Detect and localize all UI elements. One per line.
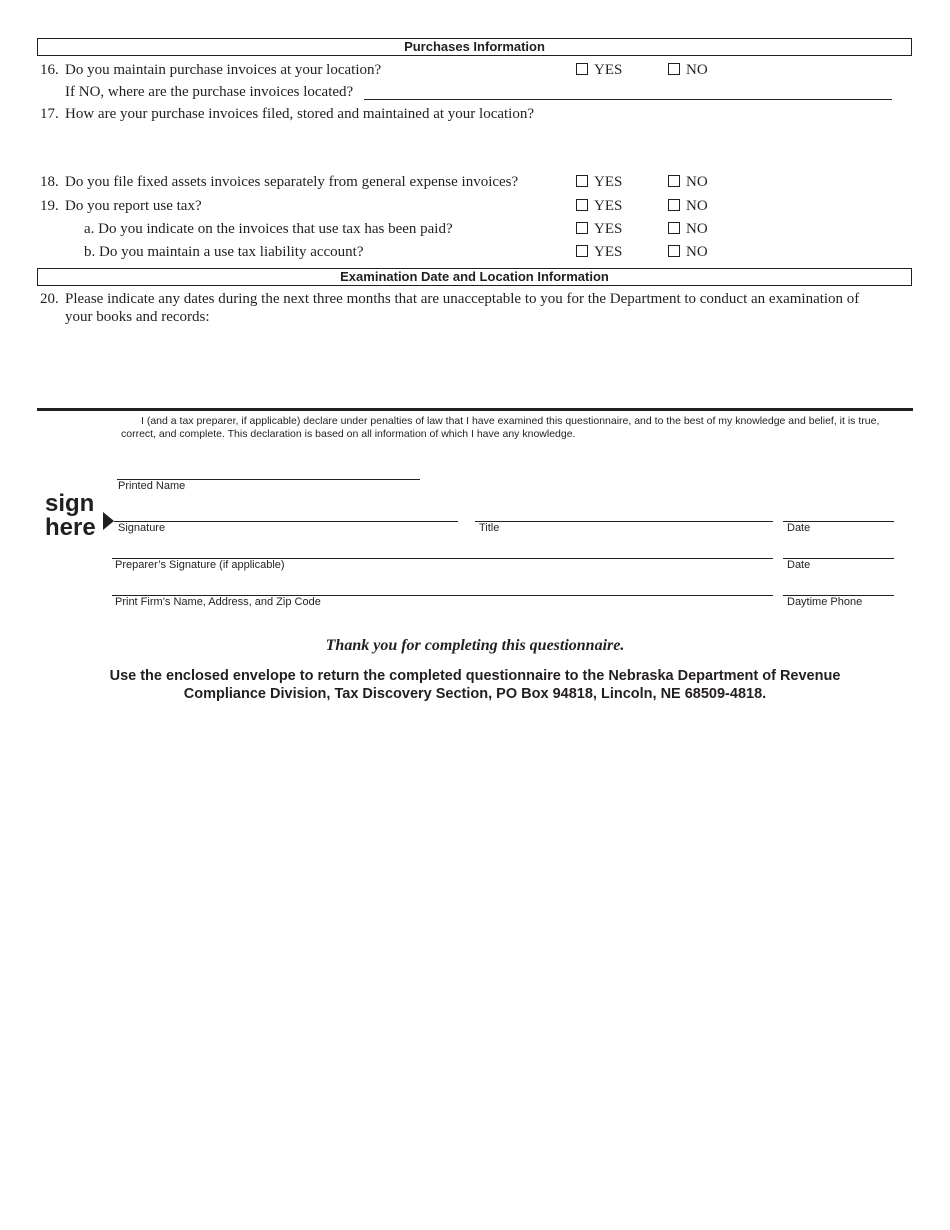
q16-location-input-line[interactable] <box>364 99 892 100</box>
q19b-no-label: NO <box>686 244 708 260</box>
q18-no-option[interactable] <box>668 173 708 191</box>
question-16-number: 16. <box>40 62 59 78</box>
question-19-number: 19. <box>40 198 59 214</box>
return-instructions-line2: Compliance Division, Tax Discovery Section, PO Box 94818, Lincoln, NE 68509-4818. <box>183 686 767 702</box>
daytime-phone-label: Daytime Phone <box>787 596 863 608</box>
q19-no-option[interactable] <box>668 197 708 215</box>
q19b-yes-label: YES <box>594 244 623 260</box>
q19a-no-label: NO <box>686 221 708 237</box>
q19a-yes-option[interactable] <box>576 220 622 238</box>
q18-yes-option[interactable] <box>576 173 622 191</box>
q19-no-checkbox[interactable] <box>668 199 680 211</box>
q16-no-checkbox[interactable] <box>668 63 680 75</box>
q16-yes-label: YES <box>594 62 623 78</box>
signature-label: Signature <box>118 522 166 534</box>
question-16-followup: If NO, where are the purchase invoices located? <box>65 84 354 100</box>
q19-no-label: NO <box>686 198 708 214</box>
question-16-text: Do you maintain purchase invoices at your location? <box>65 62 382 78</box>
question-19b-text: b. Do you maintain a use tax liability account? <box>84 244 364 260</box>
declaration-text: I (and a tax preparer, if applicable) declare under penalties of law that I have examined this questionnaire, and to the best of my knowledge and belief, it is true, correct, and complete. This declaration is based on all information of which I have any knowledge. <box>121 415 880 440</box>
thank-you-message: Thank you for completing this questionnaire. <box>325 637 625 654</box>
question-20-line1: Please indicate any dates during the next three months that are unacceptable to you for the Department to conduct an examination of <box>65 291 860 307</box>
signature-date-label: Date <box>787 522 811 534</box>
q18-yes-label: YES <box>594 174 623 190</box>
sign-here-label <box>45 492 96 540</box>
question-20-line2: your books and records: <box>65 309 210 325</box>
q19-yes-label: YES <box>594 198 623 214</box>
question-19-text: Do you report use tax? <box>65 198 202 214</box>
question-19a-text: a. Do you indicate on the invoices that use tax has been paid? <box>84 221 453 237</box>
return-instructions-line1: Use the enclosed envelope to return the completed questionnaire to the Nebraska Department of Revenue <box>109 668 841 684</box>
section-header-examination: Examination Date and Location Information <box>37 268 912 286</box>
q18-no-checkbox[interactable] <box>668 175 680 187</box>
q19b-no-option[interactable] <box>668 243 708 261</box>
q19b-yes-option[interactable] <box>576 243 622 261</box>
q16-yes-checkbox[interactable] <box>576 63 588 75</box>
q16-no-label: NO <box>686 62 708 78</box>
q19a-yes-checkbox[interactable] <box>576 222 588 234</box>
section-header-purchases: Purchases Information <box>37 38 912 56</box>
q19b-no-checkbox[interactable] <box>668 245 680 257</box>
title-line[interactable] <box>475 521 773 522</box>
printed-name-label: Printed Name <box>118 480 186 492</box>
q18-yes-checkbox[interactable] <box>576 175 588 187</box>
signature-line[interactable] <box>114 521 458 522</box>
sign-here-line2: here <box>45 514 96 541</box>
title-label: Title <box>479 522 500 534</box>
question-18-text: Do you file fixed assets invoices separately from general expense invoices? <box>65 174 519 190</box>
signature-section-divider <box>37 408 913 411</box>
q19-yes-checkbox[interactable] <box>576 199 588 211</box>
q19b-yes-checkbox[interactable] <box>576 245 588 257</box>
q19a-yes-label: YES <box>594 221 623 237</box>
question-20-number: 20. <box>40 291 59 307</box>
q16-yes-option[interactable] <box>576 61 622 79</box>
q16-no-option[interactable] <box>668 61 708 79</box>
q18-no-label: NO <box>686 174 708 190</box>
return-instructions <box>0 667 950 703</box>
preparer-date-label: Date <box>787 559 811 571</box>
question-17-number: 17. <box>40 106 59 122</box>
firm-info-label: Print Firm’s Name, Address, and Zip Code <box>115 596 321 608</box>
q19-yes-option[interactable] <box>576 197 622 215</box>
q19a-no-checkbox[interactable] <box>668 222 680 234</box>
sign-here-arrow-icon <box>103 512 114 530</box>
question-18-number: 18. <box>40 174 59 190</box>
sign-here-line1: sign <box>45 490 95 517</box>
preparer-signature-label: Preparer’s Signature (if applicable) <box>115 559 285 571</box>
q19a-no-option[interactable] <box>668 220 708 238</box>
question-17-text: How are your purchase invoices filed, stored and maintained at your location? <box>65 106 535 122</box>
